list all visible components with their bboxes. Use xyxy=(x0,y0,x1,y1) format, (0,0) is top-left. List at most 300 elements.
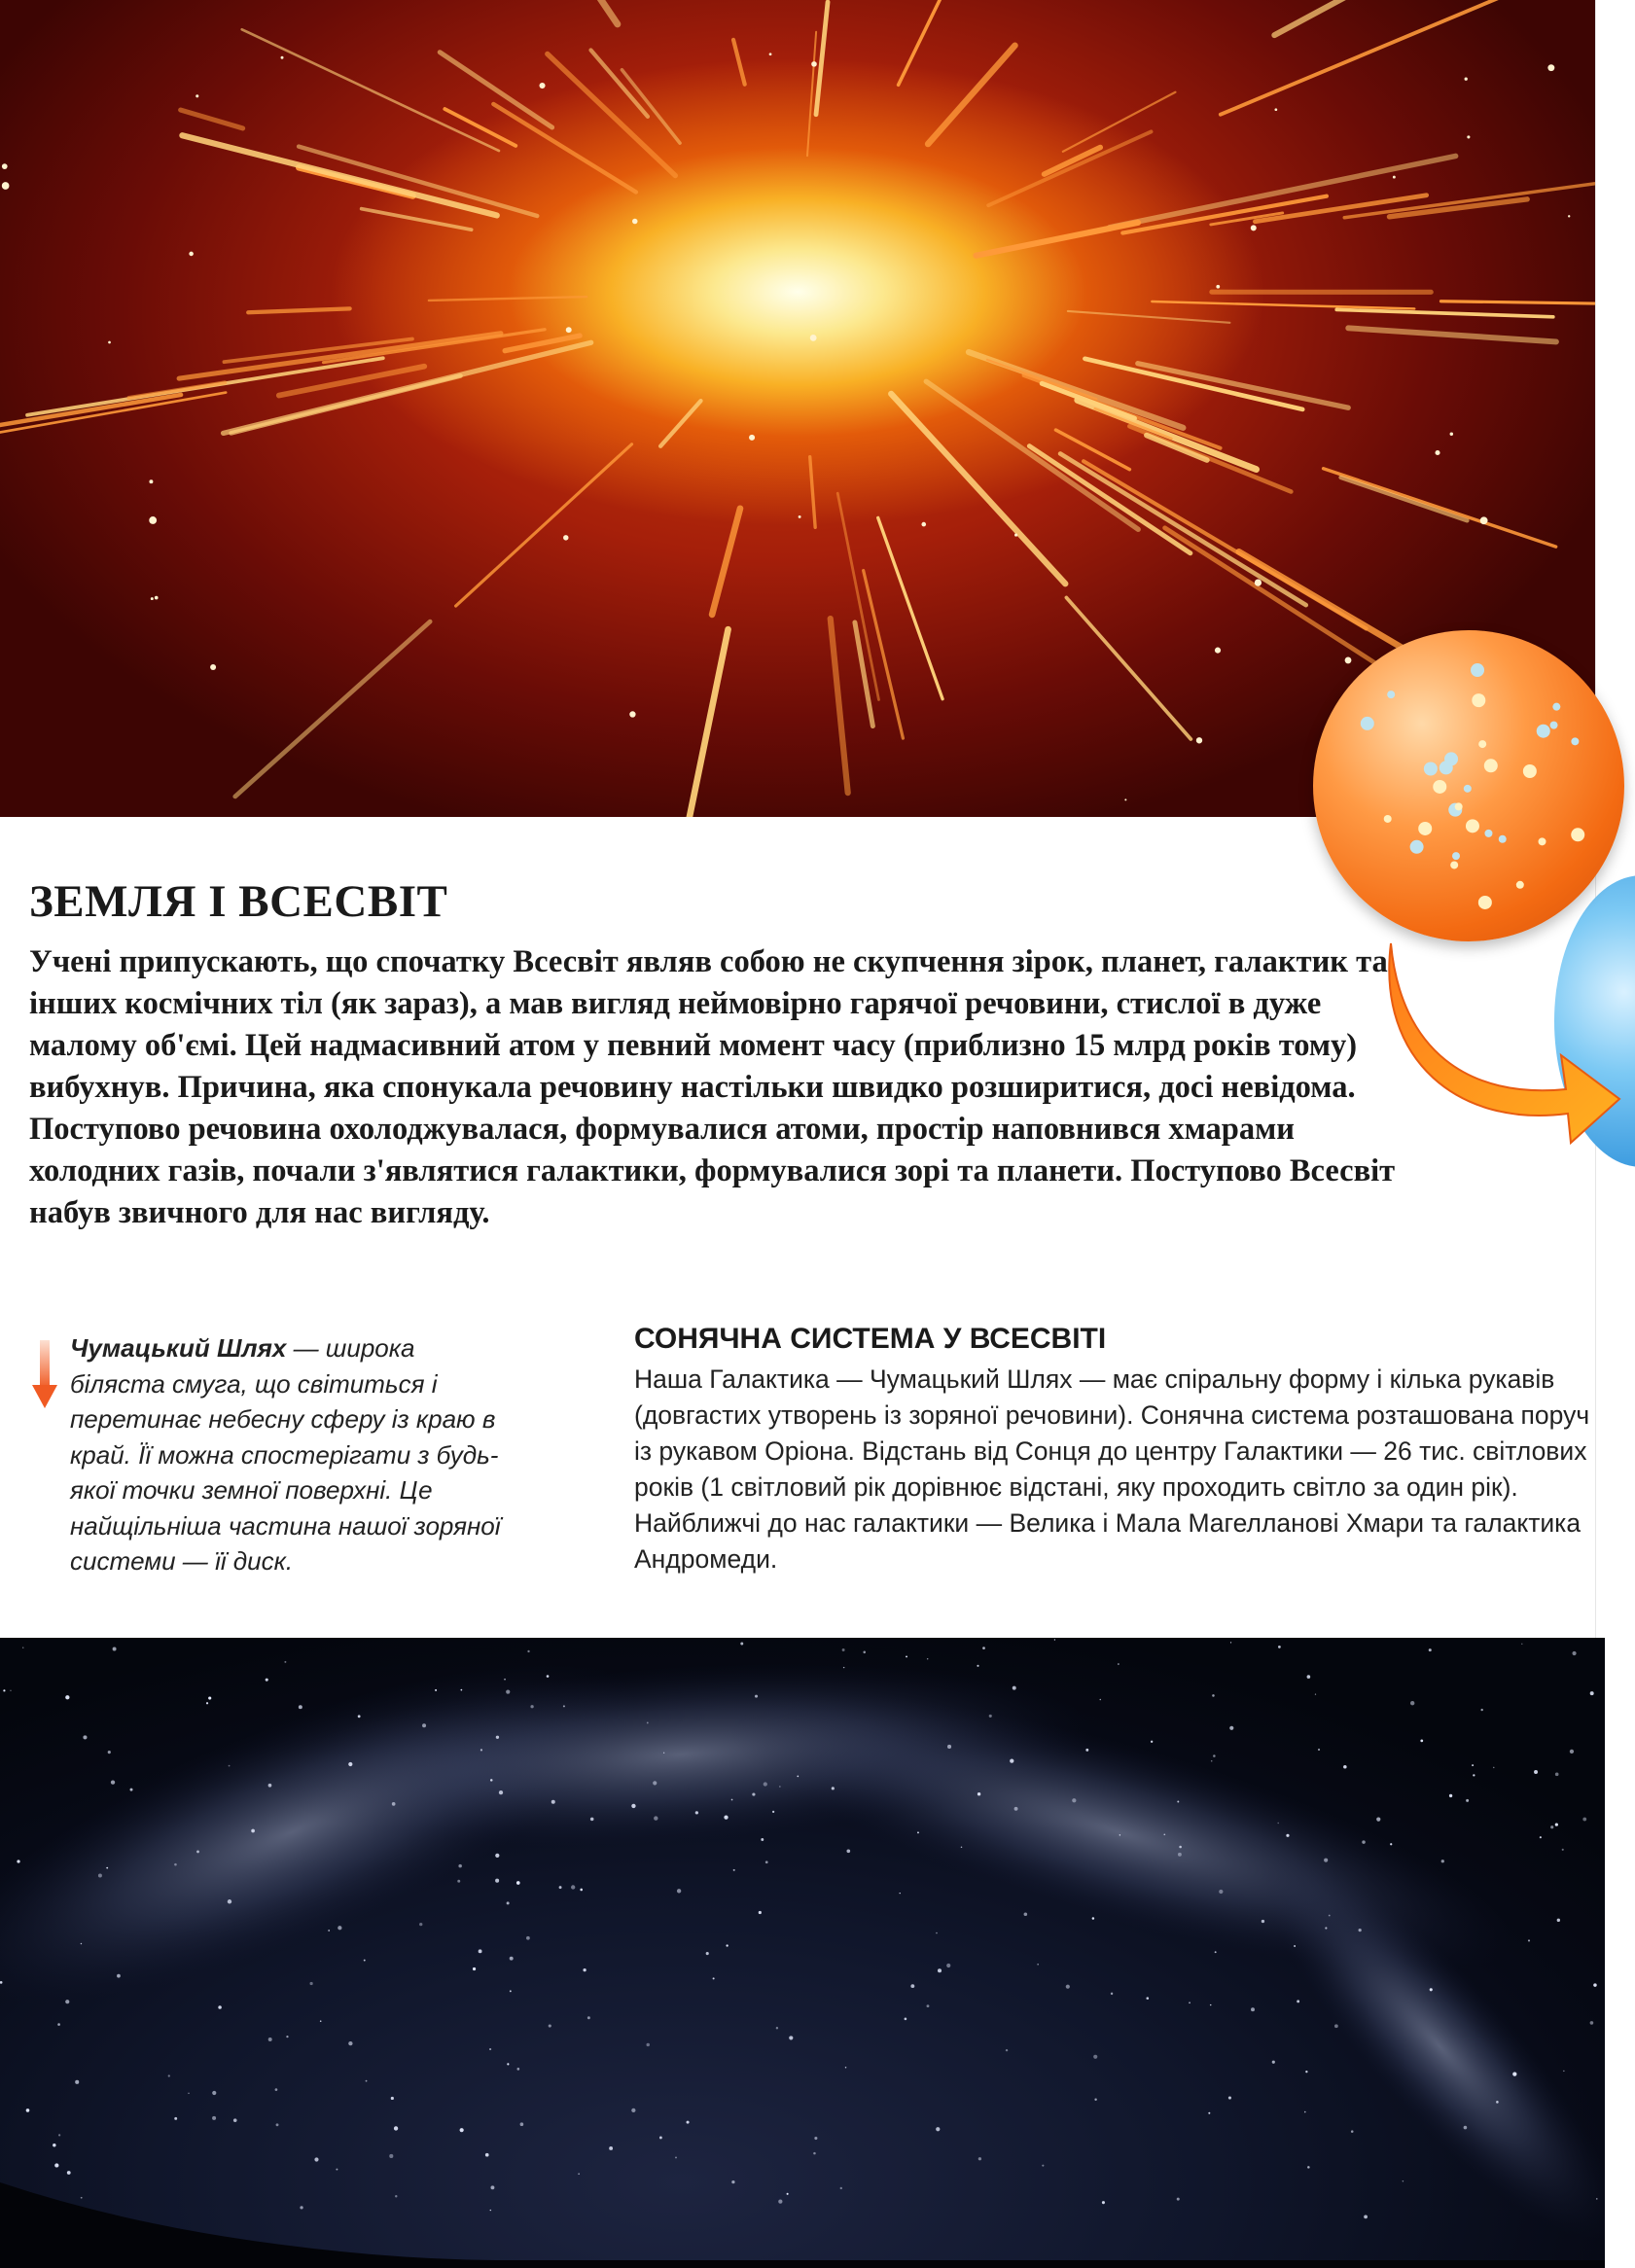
star xyxy=(1480,1709,1482,1711)
star xyxy=(843,1667,844,1668)
star xyxy=(1441,1860,1444,1862)
star xyxy=(1024,1912,1028,1916)
star xyxy=(938,1968,942,1972)
star xyxy=(268,2038,272,2041)
light-streak xyxy=(1221,0,1519,115)
star xyxy=(910,1984,914,1988)
star xyxy=(677,1889,681,1893)
note-definition: — широка біляста смуга, що світиться і перетинає небесну сферу із краю в край. Її можна спостерігати з будь-якої точки земної поверхні. Це найщільніша частина нашої зоряної системи — її диск. xyxy=(70,1333,501,1576)
particle xyxy=(1523,764,1537,778)
star xyxy=(761,1838,764,1841)
star xyxy=(188,2093,189,2094)
particle xyxy=(1424,762,1438,775)
star xyxy=(563,1705,565,1707)
star xyxy=(1305,2071,1307,2073)
section-paragraph: Наша Галактика — Чумацький Шлях — має спіральну форму і кілька рукавів (довгастих утворень із зоряної речовини). Сонячна система розташована поруч із рукавом Оріона. Відстань від Сонця до центру Галактики — 26 тис. світлових років (1 світловий рік дорівнює відстані, яку проходить світло за один рік). Найближчі до нас галактики — Велика і Мала Магелланові Хмари та галактика Андромеди. xyxy=(634,1364,1590,1574)
star xyxy=(490,1779,493,1782)
particle xyxy=(1478,740,1486,748)
spark xyxy=(2,163,8,169)
spark xyxy=(539,83,545,89)
star xyxy=(206,1702,208,1704)
star xyxy=(299,1705,302,1709)
star xyxy=(489,2048,491,2050)
star xyxy=(1304,2111,1306,2113)
particle xyxy=(1384,815,1392,823)
star xyxy=(1362,1840,1365,1843)
star xyxy=(765,1860,768,1863)
star xyxy=(57,2023,60,2026)
star xyxy=(900,1893,901,1894)
star xyxy=(530,1705,533,1708)
star xyxy=(1493,1767,1495,1769)
star xyxy=(1359,1929,1362,1931)
dense-atom-sphere xyxy=(1313,630,1624,941)
star xyxy=(286,2036,288,2038)
star xyxy=(1420,1740,1423,1743)
star xyxy=(266,1679,268,1682)
spark xyxy=(566,327,572,333)
spark xyxy=(2,182,10,190)
star xyxy=(212,2116,216,2120)
star xyxy=(309,1982,312,1985)
light-streak xyxy=(1138,364,1348,408)
star xyxy=(982,1647,985,1649)
spark xyxy=(811,61,817,67)
star xyxy=(1596,2198,1597,2199)
star xyxy=(1286,1834,1289,1837)
spark xyxy=(108,341,111,344)
star xyxy=(395,2195,397,2197)
spark xyxy=(151,597,154,600)
star xyxy=(212,2091,216,2095)
light-streak xyxy=(235,621,430,797)
star xyxy=(654,1816,658,1820)
star xyxy=(1410,1701,1414,1705)
star xyxy=(268,1784,272,1788)
star xyxy=(1094,2099,1096,2101)
star xyxy=(1210,2004,1211,2005)
spark xyxy=(1467,135,1470,138)
star xyxy=(1307,1675,1311,1679)
star xyxy=(1376,1818,1380,1822)
star xyxy=(1215,1951,1217,1953)
particle xyxy=(1539,837,1546,845)
particle xyxy=(1452,852,1460,860)
particle xyxy=(1550,722,1558,729)
light-streak xyxy=(891,394,1065,584)
particle xyxy=(1516,881,1524,889)
star xyxy=(1555,1773,1559,1777)
star xyxy=(1315,1693,1316,1694)
particle xyxy=(1440,761,1453,774)
milky-way-image xyxy=(0,1638,1605,2268)
star xyxy=(1006,2049,1008,2051)
star xyxy=(65,2000,69,2003)
intro-paragraph: Учені припускають, що спочатку Всесвіт являв собою не скупчення зірок, планет, галактик та інших космічних тіл (як зараз), а мав вигляд неймовірно гарячої речовини, стислої в дуже малому об'ємі. Цей надмасивний атом у певний момент часу (приблизно 15 млрд років тому) вибухнув. Причина, яка спонукала речовину настільки швидко розширитися, досі невідома. Поступово речовина охолоджувалася, формувалися атоми, простір наповнився хмарами холодних газів, почали з'являтися галактики, формувалися зорі та планети. Поступово Всесвіт набув звичного для нас вигляду. xyxy=(29,944,1396,1230)
light-streak xyxy=(242,29,499,151)
particle xyxy=(1471,663,1484,677)
light-streak xyxy=(1060,453,1306,605)
star xyxy=(1329,1915,1331,1917)
star xyxy=(631,1804,635,1808)
star xyxy=(977,1665,978,1667)
star xyxy=(527,1650,529,1652)
star xyxy=(1570,1750,1574,1754)
star xyxy=(936,1932,938,1934)
star xyxy=(1219,1890,1223,1894)
star xyxy=(977,1792,980,1795)
star xyxy=(946,1964,950,1967)
star xyxy=(510,1957,514,1961)
star xyxy=(724,1816,728,1820)
light-streak xyxy=(182,135,496,215)
star xyxy=(435,1689,437,1691)
star xyxy=(571,1885,575,1889)
spark xyxy=(1255,579,1262,585)
star xyxy=(1228,2096,1231,2099)
star xyxy=(1230,1642,1231,1643)
spark xyxy=(1274,108,1277,111)
light-streak xyxy=(444,109,515,146)
star xyxy=(208,1696,211,1699)
light-streak xyxy=(837,493,878,699)
milky-way-note xyxy=(70,1330,513,1579)
star xyxy=(1100,1699,1102,1701)
star xyxy=(1010,1759,1013,1763)
star xyxy=(1093,2055,1097,2059)
star xyxy=(3,1689,5,1691)
star xyxy=(755,1695,758,1698)
star xyxy=(458,1864,462,1868)
star xyxy=(419,1923,422,1926)
spark xyxy=(210,664,216,670)
spark xyxy=(155,596,159,600)
star xyxy=(174,2117,177,2120)
star xyxy=(580,1889,583,1892)
star xyxy=(787,2193,789,2195)
star xyxy=(1449,1794,1452,1797)
star xyxy=(229,1765,231,1767)
star xyxy=(1521,1644,1522,1645)
star xyxy=(731,1799,733,1801)
star xyxy=(1472,1764,1474,1766)
particle xyxy=(1450,861,1458,868)
star xyxy=(1229,1726,1233,1730)
star xyxy=(111,1780,115,1784)
star xyxy=(1092,1917,1095,1920)
star xyxy=(364,1960,366,1962)
particle xyxy=(1478,896,1492,909)
star xyxy=(276,2123,279,2126)
light-streak xyxy=(976,223,1138,256)
particle xyxy=(1571,828,1584,841)
particle xyxy=(1499,835,1507,843)
star xyxy=(81,1943,83,1945)
spark xyxy=(1251,225,1257,230)
star xyxy=(460,2128,464,2132)
particle xyxy=(1455,802,1463,810)
star xyxy=(789,2036,793,2039)
light-streak xyxy=(1152,301,1414,308)
star xyxy=(284,1661,286,1663)
light-streak xyxy=(660,401,700,446)
light-streak xyxy=(1045,148,1101,175)
star xyxy=(480,1749,482,1751)
star xyxy=(706,1952,709,1955)
star xyxy=(83,1735,87,1739)
star xyxy=(1085,1749,1088,1752)
star xyxy=(348,2041,352,2045)
star xyxy=(1189,2002,1191,2003)
star xyxy=(1213,1754,1216,1757)
star xyxy=(1118,1663,1120,1665)
star xyxy=(1262,1920,1264,1923)
star xyxy=(978,2157,981,2160)
spark xyxy=(629,711,635,717)
star xyxy=(495,1854,499,1858)
star xyxy=(1212,1694,1215,1697)
star xyxy=(1343,1765,1347,1769)
star xyxy=(1325,1927,1327,1929)
star xyxy=(1562,1849,1564,1851)
atom-particles xyxy=(1313,630,1624,941)
spark xyxy=(1568,215,1570,217)
star xyxy=(106,1867,108,1869)
light-streak xyxy=(987,360,1096,399)
light-streak xyxy=(1078,400,1257,469)
light-streak xyxy=(683,629,729,817)
star xyxy=(1277,1823,1278,1824)
light-streak xyxy=(988,131,1151,205)
light-streak xyxy=(1324,469,1556,547)
spark xyxy=(1014,534,1017,537)
star xyxy=(457,1880,460,1883)
spark xyxy=(1216,285,1220,289)
star xyxy=(1324,1859,1328,1862)
star xyxy=(98,1873,102,1877)
spark xyxy=(189,252,194,257)
light-streak xyxy=(1066,597,1191,739)
star xyxy=(58,2134,60,2136)
star xyxy=(275,2088,278,2091)
star xyxy=(389,2154,393,2158)
particle xyxy=(1418,822,1432,835)
star xyxy=(1179,1846,1182,1849)
spark xyxy=(799,515,801,518)
star xyxy=(81,2197,83,2199)
light-streak xyxy=(810,457,815,528)
light-streak xyxy=(1068,311,1230,323)
star xyxy=(1294,1945,1296,1947)
expansion-arrow-icon xyxy=(1381,934,1624,1157)
star xyxy=(499,1790,503,1794)
star xyxy=(1364,2215,1368,2219)
star xyxy=(776,2027,778,2029)
star xyxy=(1563,2071,1564,2072)
star xyxy=(1146,1997,1149,2000)
star xyxy=(1054,1639,1055,1640)
star xyxy=(490,2210,491,2211)
star xyxy=(1593,1983,1596,1986)
star xyxy=(1466,1799,1469,1802)
star xyxy=(10,1690,11,1691)
star xyxy=(1390,1843,1392,1845)
star xyxy=(646,2043,649,2046)
star xyxy=(314,2157,318,2161)
star xyxy=(813,2152,816,2155)
star xyxy=(549,2024,551,2027)
star xyxy=(1496,2101,1499,2104)
star xyxy=(496,1736,499,1739)
star xyxy=(479,1949,482,1953)
star xyxy=(113,1648,117,1651)
star xyxy=(1208,2112,1210,2114)
star xyxy=(196,1851,199,1854)
star xyxy=(328,1930,330,1931)
section-heading: СОНЯЧНА СИСТЕМА У ВСЕСВІТІ xyxy=(634,1323,1107,1355)
star xyxy=(1272,2061,1275,2064)
light-streak xyxy=(831,619,848,793)
star xyxy=(108,1751,111,1754)
star xyxy=(394,2126,398,2130)
star xyxy=(733,1869,735,1871)
star xyxy=(590,1818,594,1822)
star xyxy=(726,1944,728,1946)
star xyxy=(461,1689,463,1691)
star xyxy=(906,1656,907,1658)
star xyxy=(1334,2024,1338,2028)
star xyxy=(609,2146,613,2150)
star xyxy=(740,1643,743,1646)
star xyxy=(516,1881,520,1885)
star xyxy=(1178,1853,1182,1857)
star xyxy=(22,1647,23,1648)
star xyxy=(752,1792,755,1795)
star xyxy=(1403,2180,1404,2181)
star xyxy=(1163,1833,1165,1835)
star xyxy=(1550,1825,1553,1828)
star xyxy=(551,1800,555,1804)
star xyxy=(1111,1993,1113,1995)
star xyxy=(54,2163,58,2167)
light-streak xyxy=(362,209,472,230)
star xyxy=(366,2080,368,2082)
star xyxy=(631,2109,635,2112)
star xyxy=(422,1723,426,1727)
star xyxy=(936,2127,940,2131)
star xyxy=(26,2109,30,2112)
spark xyxy=(1435,450,1440,455)
star xyxy=(927,1658,928,1659)
star xyxy=(391,2097,394,2100)
star xyxy=(1211,1760,1213,1762)
star xyxy=(510,1990,512,1992)
light-streak xyxy=(1341,478,1468,520)
star xyxy=(989,1715,992,1718)
light-streak xyxy=(807,32,816,156)
star xyxy=(1534,1770,1538,1774)
star xyxy=(17,1860,19,1862)
star xyxy=(65,1695,69,1699)
spark xyxy=(810,335,817,341)
spark xyxy=(769,53,772,55)
star xyxy=(1430,1988,1433,1991)
star xyxy=(547,1675,550,1678)
star xyxy=(233,2118,237,2122)
star xyxy=(495,1879,499,1883)
particle xyxy=(1410,840,1424,854)
star xyxy=(578,2173,580,2175)
star xyxy=(583,1968,586,1971)
light-streak xyxy=(299,147,537,216)
star xyxy=(338,1926,341,1930)
light-streak xyxy=(855,622,872,726)
spark xyxy=(563,535,568,540)
spark xyxy=(1465,78,1468,81)
star xyxy=(520,2122,524,2126)
star xyxy=(1177,1801,1179,1803)
light-streak xyxy=(181,110,243,128)
star xyxy=(846,1849,850,1853)
star xyxy=(517,2068,520,2071)
star xyxy=(526,1936,530,1940)
page-title: ЗЕМЛЯ І ВСЕСВІТ xyxy=(29,876,448,927)
star xyxy=(473,1967,476,1970)
particle xyxy=(1537,725,1550,738)
spark xyxy=(921,522,926,527)
star xyxy=(1572,1651,1576,1655)
star xyxy=(659,2137,662,2140)
particle xyxy=(1552,703,1560,711)
light-streak xyxy=(1336,309,1553,316)
star xyxy=(1590,1691,1594,1695)
star xyxy=(1473,1774,1475,1776)
star xyxy=(168,2074,170,2076)
light-streak xyxy=(1055,430,1129,470)
star xyxy=(663,1753,664,1754)
light-streak xyxy=(733,40,745,85)
spark xyxy=(749,435,755,441)
spark xyxy=(1215,648,1221,654)
star xyxy=(1318,1749,1320,1751)
light-streak xyxy=(179,334,501,378)
star xyxy=(713,1977,715,1979)
spark xyxy=(1196,737,1202,743)
star xyxy=(653,1781,657,1785)
star xyxy=(1072,1798,1076,1802)
spark xyxy=(281,56,284,59)
star xyxy=(1102,2201,1105,2204)
star xyxy=(1066,1985,1070,1989)
star xyxy=(797,1776,799,1778)
star xyxy=(507,1901,510,1904)
light-streak xyxy=(899,0,955,85)
star xyxy=(764,1782,767,1786)
star xyxy=(504,1679,506,1681)
star xyxy=(75,2080,79,2084)
star xyxy=(358,1715,361,1718)
star xyxy=(863,1651,866,1654)
star xyxy=(392,1802,396,1806)
star xyxy=(845,2067,847,2069)
star xyxy=(947,1745,951,1749)
star xyxy=(67,2171,71,2175)
light-streak xyxy=(816,2,828,115)
star xyxy=(675,2157,677,2159)
star xyxy=(587,2016,590,2019)
star xyxy=(1278,1646,1281,1648)
night-sky xyxy=(0,1638,1605,2268)
